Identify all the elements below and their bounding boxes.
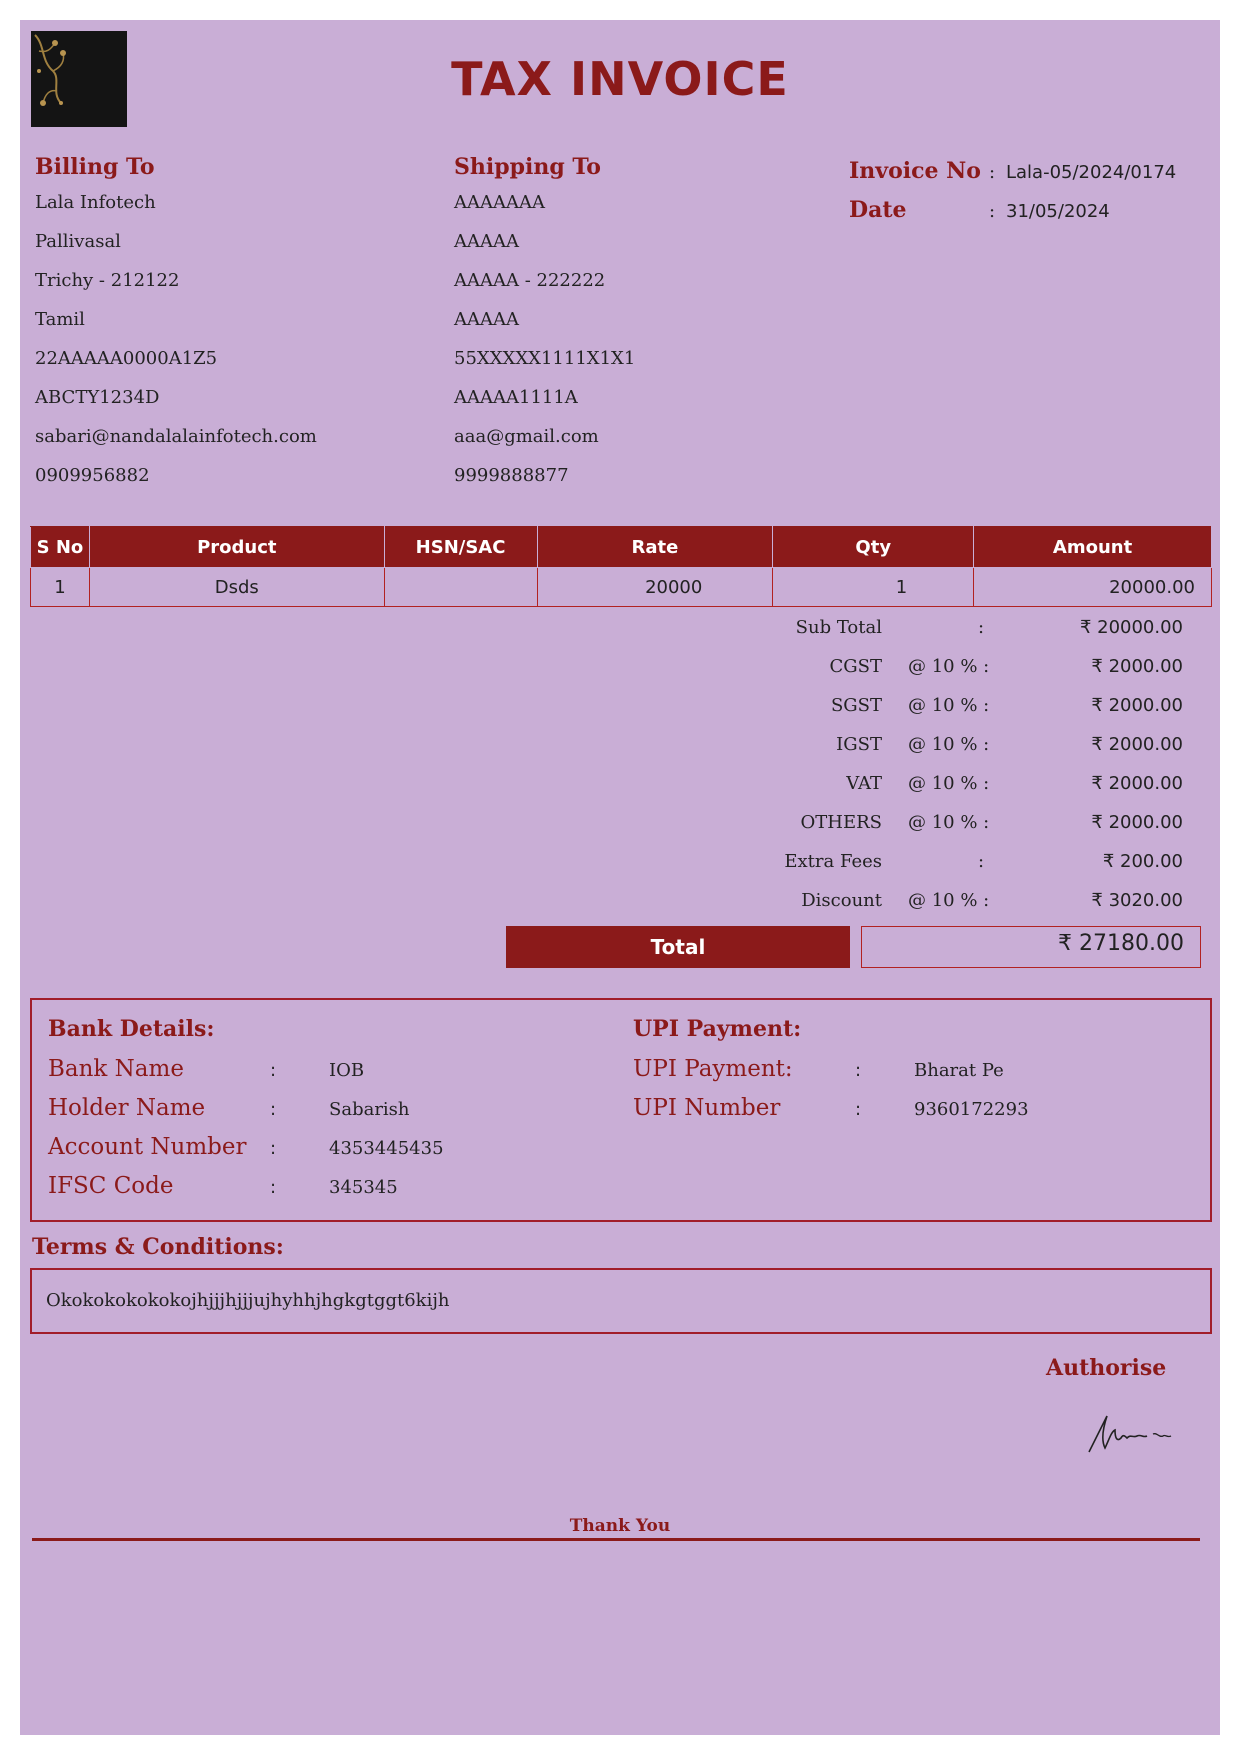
summary-label: SGST (830, 695, 882, 716)
summary-value: ₹ 2000.00 (1091, 812, 1183, 833)
summary-label: Extra Fees (784, 851, 882, 872)
terms-text: Okokokokokokojhjjjhjjjujhyhhjhgkgtggt6kijh (46, 1290, 450, 1311)
shipping-line: AAAAAAA (454, 192, 545, 213)
upi-number-label: UPI Number (633, 1095, 781, 1121)
colon: : (855, 1099, 862, 1120)
ifsc-code-value: 345345 (329, 1177, 398, 1198)
invoice-date-colon: : (989, 201, 996, 222)
shipping-email: aaa@gmail.com (454, 426, 599, 447)
summary-pct: @ 10 % : (908, 695, 990, 716)
summary-pct: @ 10 % : (908, 656, 990, 677)
ifsc-code-label: IFSC Code (48, 1173, 174, 1199)
authorise-label: Authorise (1046, 1355, 1167, 1381)
col-header-sno: S No (31, 527, 90, 568)
invoice-date-value: 31/05/2024 (1006, 201, 1110, 222)
summary-label: OTHERS (800, 812, 882, 833)
summary-label: Discount (801, 890, 882, 911)
shipping-line: AAAAA - 222222 (454, 270, 606, 291)
holder-name-value: Sabarish (329, 1099, 410, 1120)
colon: : (270, 1138, 277, 1159)
summary-pct: @ 10 % : (908, 773, 990, 794)
colon: : (855, 1060, 862, 1081)
account-number-value: 4353445435 (329, 1138, 444, 1159)
cell-product: Dsds (89, 568, 384, 607)
summary-value: ₹ 3020.00 (1091, 890, 1183, 911)
summary-pct: : (978, 617, 985, 638)
invoice-no-value: Lala-05/2024/0174 (1006, 162, 1177, 183)
summary-value: ₹ 200.00 (1102, 851, 1183, 872)
upi-number-value: 9360172293 (914, 1099, 1029, 1120)
thank-you-text: Thank You (569, 1516, 671, 1536)
shipping-line: AAAAA1111A (454, 387, 578, 408)
table-header-row (31, 527, 1212, 568)
summary-label: CGST (829, 656, 882, 677)
terms-heading: Terms & Conditions: (32, 1234, 284, 1260)
invoice-no-colon: : (989, 162, 996, 183)
summary-pct: : (978, 851, 985, 872)
summary-pct: @ 10 % : (908, 734, 990, 755)
cell-rate: 20000 (537, 568, 773, 607)
footer-divider (32, 1538, 1200, 1541)
shipping-line: AAAAA (454, 231, 519, 252)
account-number-label: Account Number (48, 1134, 247, 1160)
col-header-product: Product (89, 527, 384, 568)
summary-label: Sub Total (795, 617, 882, 638)
bank-heading: Bank Details: (48, 1016, 215, 1042)
items-table (30, 526, 1212, 607)
billing-phone: 0909956882 (35, 465, 150, 486)
cell-qty: 1 (773, 568, 974, 607)
billing-line: Pallivasal (35, 231, 121, 252)
summary-value: ₹ 2000.00 (1091, 695, 1183, 716)
col-header-hsn: HSN/SAC (384, 527, 537, 568)
cell-hsn (384, 568, 537, 607)
shipping-phone: 9999888877 (454, 465, 569, 486)
col-header-amount: Amount (974, 527, 1212, 568)
billing-email: sabari@nandalalainfotech.com (35, 426, 317, 447)
bank-name-value: IOB (329, 1060, 365, 1081)
summary-pct: @ 10 % : (908, 890, 990, 911)
col-header-rate: Rate (537, 527, 773, 568)
billing-line: 22AAAAA0000A1Z5 (35, 348, 218, 369)
billing-line: Trichy - 212122 (35, 270, 180, 291)
billing-line: Lala Infotech (35, 192, 156, 213)
signature-icon (1083, 1410, 1175, 1460)
bank-details-box (30, 998, 1212, 1222)
colon: : (270, 1060, 277, 1081)
invoice-date-label: Date (849, 197, 907, 223)
cell-sno: 1 (31, 568, 90, 607)
holder-name-label: Holder Name (48, 1095, 206, 1121)
summary-value: ₹ 2000.00 (1091, 656, 1183, 677)
upi-heading: UPI Payment: (633, 1016, 802, 1042)
total-value: ₹ 27180.00 (861, 926, 1201, 968)
billing-line: ABCTY1234D (35, 387, 160, 408)
shipping-line: AAAAA (454, 309, 519, 330)
shipping-line: 55XXXXX1111X1X1 (454, 348, 636, 369)
colon: : (270, 1099, 277, 1120)
invoice-title: TAX INVOICE (451, 52, 789, 106)
billing-heading: Billing To (35, 154, 155, 180)
summary-pct: @ 10 % : (908, 812, 990, 833)
billing-line: Tamil (35, 309, 85, 330)
summary-value: ₹ 2000.00 (1091, 734, 1183, 755)
bank-name-label: Bank Name (48, 1056, 184, 1082)
summary-label: VAT (846, 773, 882, 794)
cell-amount: 20000.00 (974, 568, 1212, 607)
total-label: Total (506, 926, 850, 968)
col-header-qty: Qty (773, 527, 974, 568)
summary-value: ₹ 20000.00 (1079, 617, 1183, 638)
terms-box (30, 1268, 1212, 1334)
colon: : (270, 1177, 277, 1198)
shipping-heading: Shipping To (454, 154, 601, 180)
table-row (31, 568, 1212, 607)
summary-label: IGST (836, 734, 882, 755)
upi-payment-value: Bharat Pe (914, 1060, 1004, 1081)
invoice-page (20, 20, 1220, 1735)
invoice-no-label: Invoice No (849, 158, 981, 184)
upi-payment-label: UPI Payment: (633, 1056, 793, 1082)
summary-value: ₹ 2000.00 (1091, 773, 1183, 794)
